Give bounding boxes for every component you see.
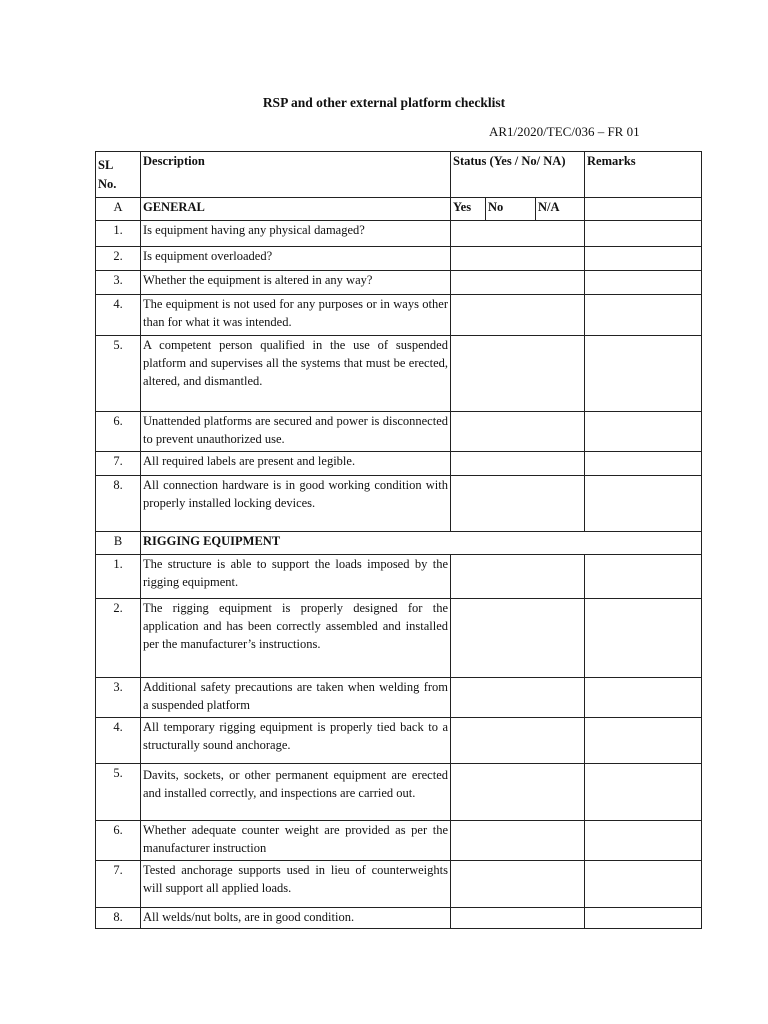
item-number: 7. xyxy=(96,452,141,476)
item-number: 8. xyxy=(96,476,141,532)
status-na-header: N/A xyxy=(536,198,585,221)
header-sl-no-label: No. xyxy=(98,177,117,191)
item-number: 5. xyxy=(96,764,141,821)
item-description: A competent person qualified in the use of suspended platform and supervises all the systems that must be erected, altered, and dismantled. xyxy=(141,336,451,412)
status-cell[interactable] xyxy=(451,908,585,929)
item-number: 2. xyxy=(96,247,141,271)
status-cell[interactable] xyxy=(451,295,585,336)
status-cell[interactable] xyxy=(451,452,585,476)
table-row xyxy=(96,412,702,452)
remarks-cell[interactable] xyxy=(585,336,702,412)
table-row xyxy=(96,221,702,247)
status-cell[interactable] xyxy=(451,599,585,678)
header-sl-label: SL xyxy=(98,158,114,172)
remarks-cell[interactable] xyxy=(585,452,702,476)
remarks-cell[interactable] xyxy=(585,908,702,929)
status-cell[interactable] xyxy=(451,412,585,452)
status-cell[interactable] xyxy=(451,247,585,271)
status-cell[interactable] xyxy=(451,555,585,599)
section-b-row xyxy=(96,532,702,555)
table-row xyxy=(96,271,702,295)
document-reference: AR1/2020/TEC/036 – FR 01 xyxy=(489,124,640,139)
remarks-cell[interactable] xyxy=(585,555,702,599)
item-number: 3. xyxy=(96,271,141,295)
table-row xyxy=(96,555,702,599)
table-row xyxy=(96,336,702,412)
table-row xyxy=(96,821,702,861)
item-description: Additional safety precautions are taken when welding from a suspended platform xyxy=(141,678,451,718)
section-b-letter: B xyxy=(96,532,141,555)
document-title: RSP and other external platform checklist xyxy=(262,95,506,110)
header-remarks: Remarks xyxy=(585,152,702,198)
remarks-cell[interactable] xyxy=(585,271,702,295)
remarks-cell[interactable] xyxy=(585,861,702,908)
status-cell[interactable] xyxy=(451,821,585,861)
status-cell[interactable] xyxy=(451,221,585,247)
item-description: Davits, sockets, or other permanent equipment are erected and installed correctly, and inspections are carried out. xyxy=(141,764,451,821)
remarks-cell[interactable] xyxy=(585,476,702,532)
table-row xyxy=(96,599,702,678)
table-header-row xyxy=(96,152,702,198)
status-yes-header: Yes xyxy=(451,198,486,221)
remarks-cell[interactable] xyxy=(585,295,702,336)
item-description: Whether adequate counter weight are provided as per the manufacturer instruction xyxy=(141,821,451,861)
table-row xyxy=(96,476,702,532)
item-description: The equipment is not used for any purposes or in ways other than for what it was intended. xyxy=(141,295,451,336)
item-description: The rigging equipment is properly designed for the application and has been correctly assembled and installed per the manufacturer’s instructions. xyxy=(141,599,451,678)
item-description: All connection hardware is in good working condition with properly installed locking devices. xyxy=(141,476,451,532)
header-description: Description xyxy=(141,152,451,198)
item-number: 8. xyxy=(96,908,141,929)
status-cell[interactable] xyxy=(451,336,585,412)
header-sl xyxy=(96,152,141,198)
remarks-cell[interactable] xyxy=(585,247,702,271)
section-b-title: RIGGING EQUIPMENT xyxy=(141,532,702,555)
item-number: 1. xyxy=(96,555,141,599)
table-row xyxy=(96,764,702,821)
section-a-letter: A xyxy=(96,198,141,221)
item-number: 4. xyxy=(96,295,141,336)
remarks-cell[interactable] xyxy=(585,718,702,764)
item-description: Is equipment overloaded? xyxy=(141,247,451,271)
status-cell[interactable] xyxy=(451,718,585,764)
item-number: 4. xyxy=(96,718,141,764)
status-cell[interactable] xyxy=(451,764,585,821)
remarks-cell[interactable] xyxy=(585,821,702,861)
remarks-cell[interactable] xyxy=(585,221,702,247)
checklist-table xyxy=(95,151,702,929)
status-cell[interactable] xyxy=(451,861,585,908)
remarks-cell[interactable] xyxy=(585,198,702,221)
table-row xyxy=(96,861,702,908)
status-cell[interactable] xyxy=(451,476,585,532)
table-row xyxy=(96,718,702,764)
status-cell[interactable] xyxy=(451,271,585,295)
item-description: All welds/nut bolts, are in good condition. xyxy=(141,908,451,929)
remarks-cell[interactable] xyxy=(585,764,702,821)
remarks-cell[interactable] xyxy=(585,678,702,718)
item-number: 6. xyxy=(96,821,141,861)
table-row xyxy=(96,452,702,476)
item-description: Tested anchorage supports used in lieu of counterweights will support all applied loads. xyxy=(141,861,451,908)
item-description: Unattended platforms are secured and power is disconnected to prevent unauthorized use. xyxy=(141,412,451,452)
item-number: 1. xyxy=(96,221,141,247)
item-number: 6. xyxy=(96,412,141,452)
section-a-row xyxy=(96,198,702,221)
item-description: All temporary rigging equipment is properly tied back to a structurally sound anchorage. xyxy=(141,718,451,764)
status-no-header: No xyxy=(486,198,536,221)
table-row xyxy=(96,678,702,718)
item-number: 5. xyxy=(96,336,141,412)
item-description: Whether the equipment is altered in any way? xyxy=(141,271,451,295)
header-status: Status (Yes / No/ NA) xyxy=(451,152,585,198)
table-row xyxy=(96,908,702,929)
table-row xyxy=(96,295,702,336)
item-number: 2. xyxy=(96,599,141,678)
item-description: All required labels are present and legible. xyxy=(141,452,451,476)
table-row xyxy=(96,247,702,271)
item-number: 7. xyxy=(96,861,141,908)
remarks-cell[interactable] xyxy=(585,599,702,678)
section-a-title: GENERAL xyxy=(141,198,451,221)
item-number: 3. xyxy=(96,678,141,718)
item-description: The structure is able to support the loads imposed by the rigging equipment. xyxy=(141,555,451,599)
status-cell[interactable] xyxy=(451,678,585,718)
item-description: Is equipment having any physical damaged? xyxy=(141,221,451,247)
remarks-cell[interactable] xyxy=(585,412,702,452)
